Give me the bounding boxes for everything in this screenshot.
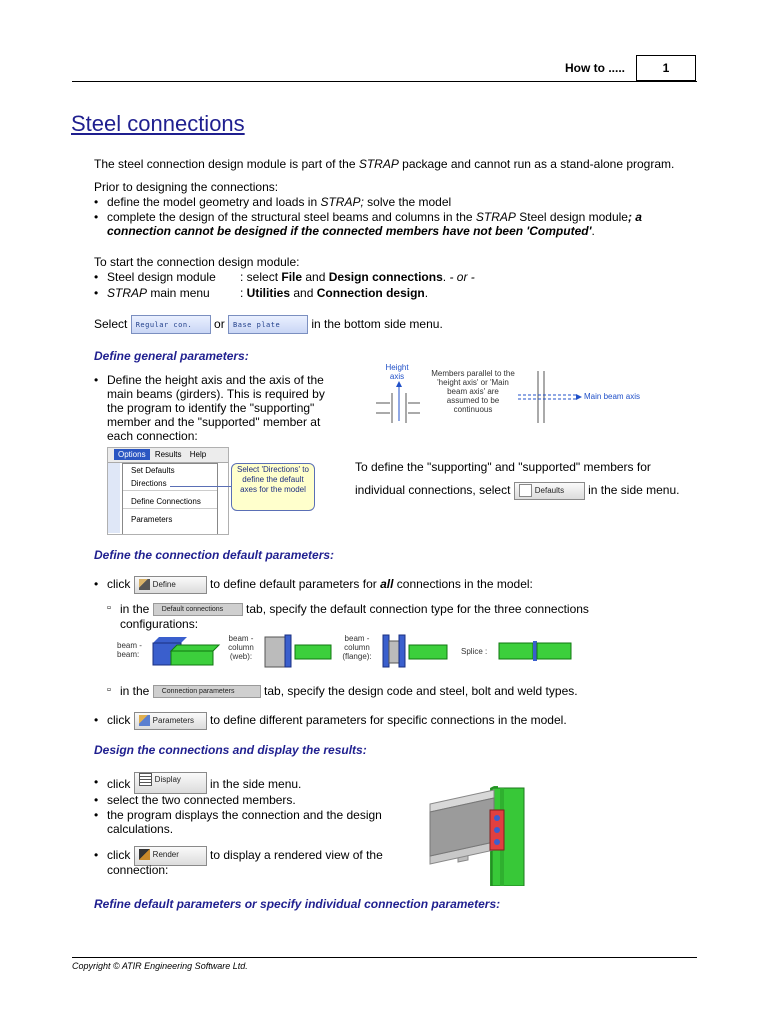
axis-note: Members parallel to the 'height axis' or 'Main beam axis' are assumed to be continuous	[431, 369, 515, 414]
text: :	[240, 286, 244, 300]
rendered-connection-image	[428, 786, 532, 886]
prior-heading: Prior to designing the connections:	[94, 180, 279, 194]
base-plate-button[interactable]: Base plate	[228, 315, 308, 334]
cfg-flange-icon	[381, 633, 451, 669]
menu-item-define-connections[interactable]: Define Connections	[123, 491, 217, 509]
text: select	[243, 270, 282, 284]
pencil-icon	[139, 579, 150, 590]
text: and	[290, 286, 317, 300]
button-label: Defaults	[534, 485, 565, 495]
define-button[interactable]	[134, 576, 207, 594]
menu-bar	[108, 448, 228, 463]
defaults-icon	[519, 484, 532, 497]
text: solve the model	[363, 195, 452, 209]
parameters-bullet	[107, 710, 567, 730]
button-label: Define	[152, 579, 176, 589]
header-page-box	[636, 55, 696, 81]
connection-parameters-tab[interactable]: Connection parameters	[153, 685, 261, 698]
footer-rule	[72, 957, 697, 958]
header-rule	[72, 81, 697, 82]
button-label: Parameters	[152, 715, 195, 725]
text: File	[281, 270, 303, 284]
start-heading: To start the connection design module:	[94, 255, 300, 269]
text-line: the program to identify the "supporting"	[107, 401, 315, 415]
page-number: 1	[662, 61, 670, 75]
start-row-strap	[107, 286, 210, 300]
main-beam-axis-label: Main beam axis	[584, 392, 641, 401]
start-row-strap-action	[240, 286, 428, 300]
menu-bar-results[interactable]: Results	[154, 450, 182, 459]
refine-heading: Refine default parameters or specify individual connection parameters:	[94, 897, 501, 911]
program-displays-bullet	[107, 808, 382, 836]
menu-item-parameters[interactable]: Parameters	[131, 515, 173, 524]
cfg-beam-beam-icon	[151, 635, 221, 671]
menu-bar-help[interactable]: Help	[189, 450, 207, 459]
directions-callout	[231, 463, 315, 511]
cfg-splice-label: Splice :	[461, 647, 488, 656]
intro-paragraph	[94, 157, 674, 171]
axes-diagram	[370, 363, 660, 431]
text: Connection design	[316, 286, 425, 300]
render-bullet	[107, 845, 383, 865]
text: .	[442, 270, 447, 284]
text: click	[107, 777, 134, 791]
supporting-text-l1: To define the "supporting" and "supported" members for	[355, 460, 651, 474]
connection-configs	[115, 633, 575, 671]
render-icon	[139, 849, 150, 860]
text: individual connections, select	[355, 483, 514, 497]
text: ; a	[627, 210, 642, 224]
menu-bar-options[interactable]: Options	[114, 449, 150, 460]
text: connections in the model:	[393, 577, 533, 591]
text-line: each connection:	[107, 429, 198, 443]
cfg-flange-label: beam -column (flange):	[342, 634, 372, 661]
text-line: member and the "supported" member at	[107, 415, 321, 429]
text: in the side menu.	[206, 777, 302, 791]
text: STRAP	[475, 210, 516, 224]
text: connection cannot be designed if the connected members have not been 'Computed'	[107, 224, 592, 238]
general-heading: Define general parameters:	[94, 349, 249, 363]
text: Design connections	[328, 270, 443, 284]
bullet-complete-design	[107, 210, 642, 224]
text: Steel design module	[107, 270, 216, 284]
text: in the bottom side menu.	[308, 317, 443, 331]
text: - or -	[446, 270, 475, 284]
menu-item-directions[interactable]: Directions	[123, 477, 217, 491]
text: :	[240, 270, 244, 284]
page-title: Steel connections	[71, 111, 245, 136]
defaults-heading: Define the connection default parameters:	[94, 548, 335, 562]
design-heading: Design the connections and display the results:	[94, 743, 367, 757]
tab1-text-l2: configurations:	[120, 617, 199, 631]
cfg-web-icon	[263, 633, 335, 669]
bullet-geometry	[107, 195, 451, 209]
text: or	[210, 317, 229, 331]
text: Utilities	[243, 286, 291, 300]
table-icon	[139, 773, 152, 786]
text: Select	[94, 317, 131, 331]
text: to define different parameters for specific connections in the model.	[206, 713, 567, 727]
text: STRAP;	[320, 195, 364, 209]
menu-left-strip	[108, 463, 120, 533]
text: click	[107, 577, 134, 591]
pencil-icon	[139, 715, 150, 726]
text-line: calculations.	[107, 822, 174, 836]
text: in the side menu.	[584, 483, 680, 497]
select-line	[94, 313, 443, 335]
text: .	[424, 286, 429, 300]
default-connections-tab[interactable]: Default connections	[153, 603, 243, 616]
text: click	[107, 713, 134, 727]
supporting-text-l2	[355, 481, 680, 499]
text: .	[591, 224, 595, 238]
text: to display a rendered view of the	[206, 848, 383, 862]
menu-dropdown	[122, 463, 218, 535]
tab1-subbullet	[120, 602, 589, 616]
text: all	[380, 577, 394, 591]
text: main menu	[147, 286, 210, 300]
define-bullet	[107, 574, 533, 594]
text-line: • the program displays the connection and the design	[107, 808, 382, 822]
cfg-splice-icon	[497, 633, 573, 669]
text: Steel design module	[515, 210, 628, 224]
text: STRAP	[358, 157, 399, 171]
text: STRAP	[107, 286, 148, 300]
text-line: main beams (girders). This is required by	[107, 387, 325, 401]
render-text-l2: connection:	[107, 863, 169, 877]
display-button[interactable]	[134, 772, 207, 794]
text: complete the design of the structural steel beams and columns in the	[107, 210, 476, 224]
button-label: Display	[154, 775, 181, 784]
display-bullet	[107, 772, 301, 792]
text: in the	[120, 684, 153, 698]
text: and	[302, 270, 329, 284]
header-label: How to .....	[565, 61, 625, 75]
options-menu-screenshot	[107, 447, 229, 535]
text: package and cannot run as a stand-alone program.	[398, 157, 675, 171]
text: to define default parameters for	[206, 577, 381, 591]
button-label: Render	[152, 849, 179, 859]
general-bullet	[107, 373, 325, 443]
start-row-steel	[107, 270, 216, 284]
height-axis-label: Height axis	[385, 363, 409, 381]
regular-con-button[interactable]: Regular con.	[131, 315, 211, 334]
tab2-subbullet	[120, 684, 578, 698]
start-row-steel-action	[240, 270, 475, 284]
cfg-beam-beam-label: beam - beam:	[117, 641, 142, 659]
parameters-button[interactable]	[134, 712, 207, 730]
text: The steel connection design module is part of the	[94, 157, 359, 171]
text: tab, specify the default connection type for the three connections	[242, 602, 589, 616]
callout-text: Select 'Directions' to define the default axes for the model	[237, 465, 309, 494]
select-members-bullet: • select the two connected members.	[107, 793, 296, 807]
defaults-button[interactable]	[514, 482, 585, 500]
text: tab, specify the design code and steel, bolt and weld types.	[260, 684, 578, 698]
menu-item-set-defaults[interactable]: Set Defaults	[131, 466, 175, 475]
text: click	[107, 848, 134, 862]
cfg-web-label: beam -column (web):	[228, 634, 254, 661]
text: in the	[120, 602, 153, 616]
footer-copyright: Copyright © ATIR Engineering Software Ltd.	[72, 961, 248, 971]
text: define the model geometry and loads in	[107, 195, 321, 209]
text-line: • Define the height axis and the axis of the	[107, 373, 324, 387]
callout-pointer	[170, 486, 232, 487]
warning-text	[107, 224, 595, 238]
